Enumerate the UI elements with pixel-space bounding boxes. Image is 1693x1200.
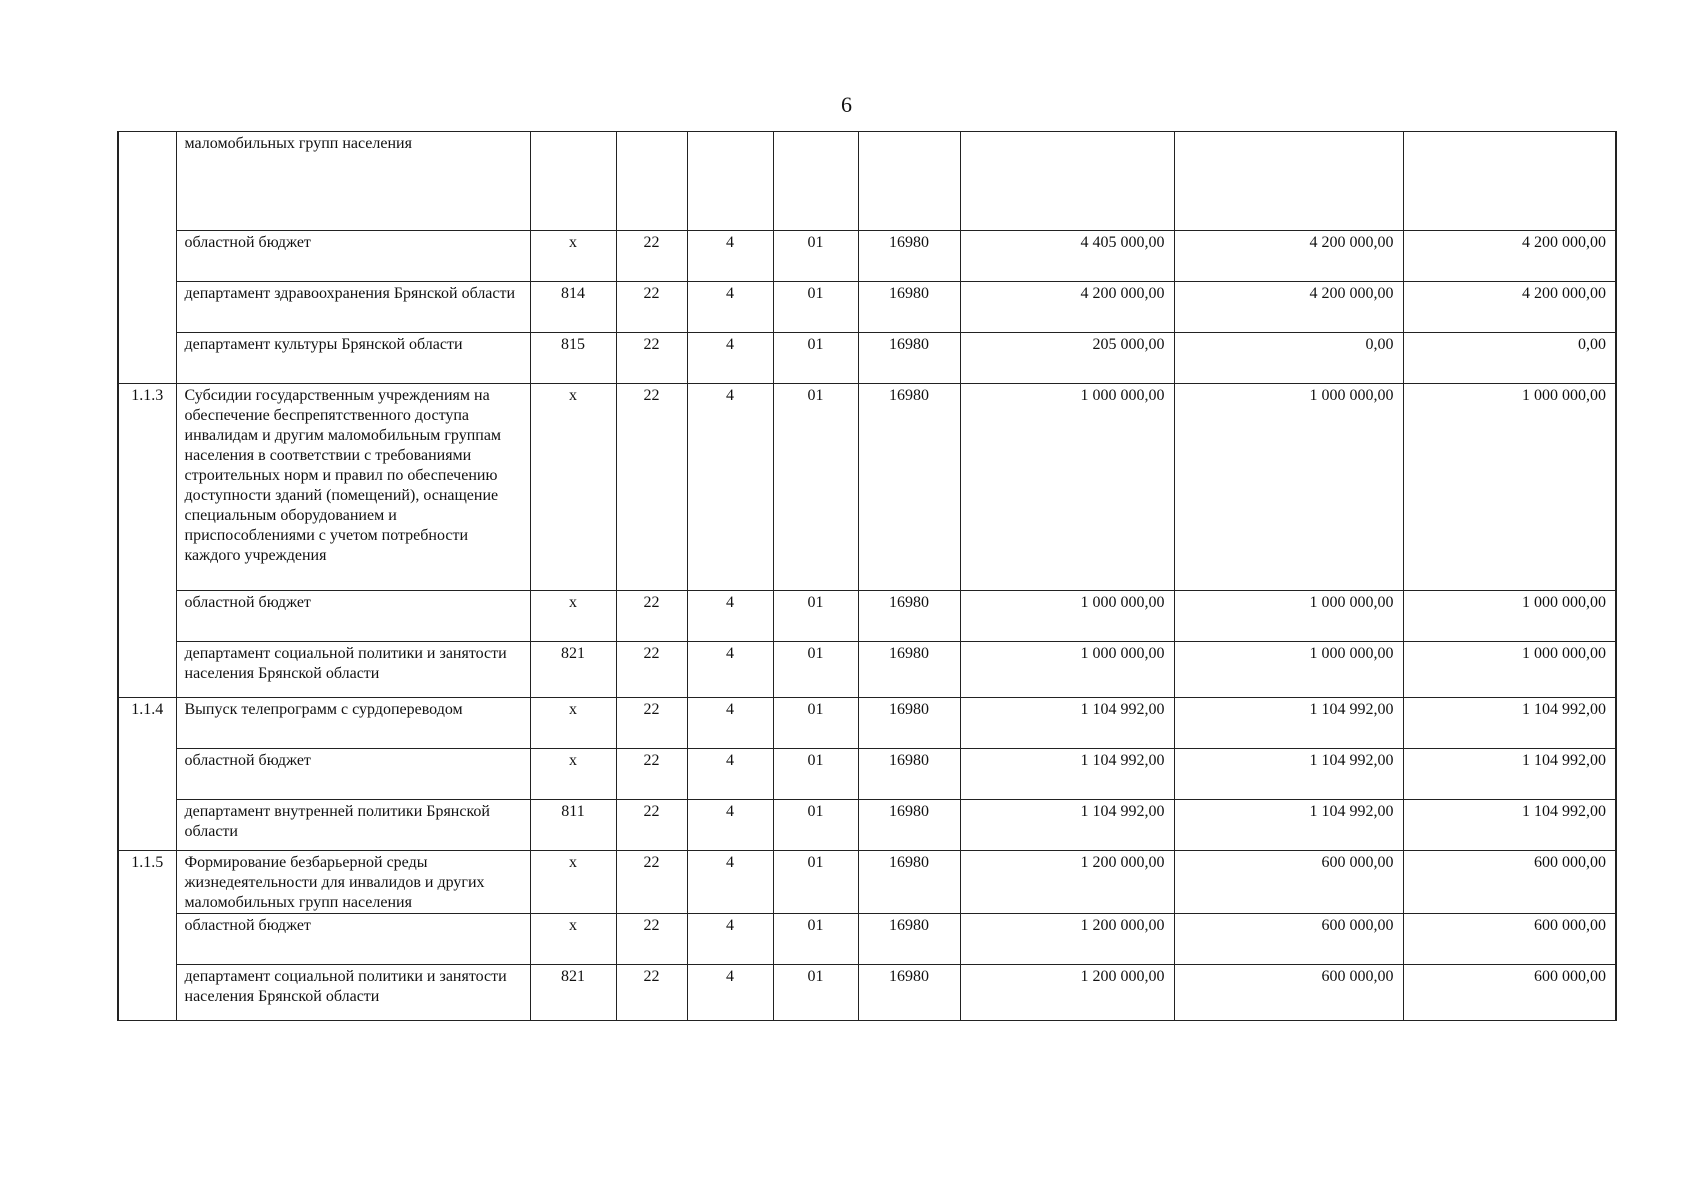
- row-description: департамент здравоохранения Брянской области: [176, 282, 530, 333]
- amount-year-3-cell: 600 000,00: [1403, 851, 1616, 914]
- table-row: [118, 965, 1616, 1021]
- amount-year-2-cell: 1 104 992,00: [1174, 800, 1403, 851]
- subprogram-code-cell: [687, 132, 773, 231]
- activity-code-cell: 01: [773, 231, 858, 282]
- direction-code-cell: 16980: [858, 851, 960, 914]
- direction-code-cell: 16980: [858, 333, 960, 384]
- amount-year-2-cell: 1 104 992,00: [1174, 749, 1403, 800]
- direction-code-cell: 16980: [858, 642, 960, 698]
- program-code-cell: 22: [616, 642, 687, 698]
- activity-code-cell: 01: [773, 851, 858, 914]
- item-number-cell: 1.1.5: [118, 851, 176, 1021]
- amount-year-2-cell: 1 000 000,00: [1174, 642, 1403, 698]
- subprogram-code-cell: 4: [687, 965, 773, 1021]
- amount-year-2-cell: 4 200 000,00: [1174, 282, 1403, 333]
- table-row: [118, 914, 1616, 965]
- direction-code-cell: 16980: [858, 749, 960, 800]
- admin-code-cell: x: [530, 231, 616, 282]
- direction-code-cell: 16980: [858, 384, 960, 591]
- amount-year-2-cell: 1 000 000,00: [1174, 384, 1403, 591]
- program-code-cell: 22: [616, 384, 687, 591]
- activity-code-cell: 01: [773, 642, 858, 698]
- program-code-cell: 22: [616, 749, 687, 800]
- activity-code-cell: 01: [773, 965, 858, 1021]
- subprogram-code-cell: 4: [687, 698, 773, 749]
- amount-year-1-cell: 1 200 000,00: [960, 914, 1174, 965]
- admin-code-cell: 815: [530, 333, 616, 384]
- direction-code-cell: 16980: [858, 231, 960, 282]
- direction-code-cell: 16980: [858, 282, 960, 333]
- subprogram-code-cell: 4: [687, 851, 773, 914]
- program-code-cell: 22: [616, 698, 687, 749]
- amount-year-2-cell: 1 104 992,00: [1174, 698, 1403, 749]
- amount-year-1-cell: 1 200 000,00: [960, 851, 1174, 914]
- admin-code-cell: x: [530, 698, 616, 749]
- amount-year-2-cell: 600 000,00: [1174, 914, 1403, 965]
- table-row: [118, 800, 1616, 851]
- admin-code-cell: 811: [530, 800, 616, 851]
- program-code-cell: 22: [616, 591, 687, 642]
- row-description: Выпуск телепрограмм с сурдопереводом: [176, 698, 530, 749]
- direction-code-cell: 16980: [858, 965, 960, 1021]
- admin-code-cell: [530, 132, 616, 231]
- amount-year-1-cell: 1 104 992,00: [960, 800, 1174, 851]
- subprogram-code-cell: 4: [687, 749, 773, 800]
- item-number-cell: 1.1.3: [118, 384, 176, 698]
- subprogram-code-cell: 4: [687, 384, 773, 591]
- subprogram-code-cell: 4: [687, 800, 773, 851]
- amount-year-3-cell: 1 104 992,00: [1403, 749, 1616, 800]
- amount-year-2-cell: 600 000,00: [1174, 965, 1403, 1021]
- amount-year-3-cell: 1 104 992,00: [1403, 698, 1616, 749]
- activity-code-cell: 01: [773, 914, 858, 965]
- amount-year-3-cell: 600 000,00: [1403, 965, 1616, 1021]
- amount-year-2-cell: 600 000,00: [1174, 851, 1403, 914]
- page-number: 6: [841, 92, 852, 117]
- amount-year-3-cell: 600 000,00: [1403, 914, 1616, 965]
- amount-year-1-cell: 205 000,00: [960, 333, 1174, 384]
- amount-year-1-cell: 1 104 992,00: [960, 749, 1174, 800]
- amount-year-1-cell: 4 200 000,00: [960, 282, 1174, 333]
- table-row: [118, 642, 1616, 698]
- row-description: маломобильных групп населения: [176, 132, 530, 231]
- amount-year-2-cell: 1 000 000,00: [1174, 591, 1403, 642]
- amount-year-1-cell: 1 000 000,00: [960, 384, 1174, 591]
- admin-code-cell: x: [530, 914, 616, 965]
- direction-code-cell: 16980: [858, 698, 960, 749]
- admin-code-cell: 821: [530, 642, 616, 698]
- direction-code-cell: [858, 132, 960, 231]
- program-code-cell: 22: [616, 231, 687, 282]
- activity-code-cell: 01: [773, 384, 858, 591]
- amount-year-1-cell: [960, 132, 1174, 231]
- row-description: Формирование безбарьерной среды жизнедеятельности для инвалидов и других маломобильных групп населения: [176, 851, 530, 914]
- table-row: [118, 591, 1616, 642]
- table-row: [118, 698, 1616, 749]
- subprogram-code-cell: 4: [687, 914, 773, 965]
- direction-code-cell: 16980: [858, 914, 960, 965]
- direction-code-cell: 16980: [858, 591, 960, 642]
- amount-year-3-cell: 0,00: [1403, 333, 1616, 384]
- amount-year-1-cell: 1 104 992,00: [960, 698, 1174, 749]
- program-code-cell: 22: [616, 800, 687, 851]
- program-code-cell: 22: [616, 851, 687, 914]
- amount-year-3-cell: 1 000 000,00: [1403, 384, 1616, 591]
- program-code-cell: [616, 132, 687, 231]
- program-code-cell: 22: [616, 282, 687, 333]
- row-description: областной бюджет: [176, 591, 530, 642]
- amount-year-2-cell: 0,00: [1174, 333, 1403, 384]
- activity-code-cell: [773, 132, 858, 231]
- table-row: [118, 851, 1616, 914]
- subprogram-code-cell: 4: [687, 591, 773, 642]
- table-row: [118, 749, 1616, 800]
- amount-year-1-cell: 1 000 000,00: [960, 591, 1174, 642]
- amount-year-2-cell: [1174, 132, 1403, 231]
- activity-code-cell: 01: [773, 800, 858, 851]
- amount-year-3-cell: 4 200 000,00: [1403, 231, 1616, 282]
- amount-year-1-cell: 1 000 000,00: [960, 642, 1174, 698]
- row-description: департамент социальной политики и занятости населения Брянской области: [176, 642, 530, 698]
- amount-year-3-cell: 1 104 992,00: [1403, 800, 1616, 851]
- subprogram-code-cell: 4: [687, 231, 773, 282]
- amount-year-1-cell: 1 200 000,00: [960, 965, 1174, 1021]
- admin-code-cell: x: [530, 749, 616, 800]
- amount-year-1-cell: 4 405 000,00: [960, 231, 1174, 282]
- row-description: областной бюджет: [176, 749, 530, 800]
- row-description: областной бюджет: [176, 231, 530, 282]
- amount-year-3-cell: 1 000 000,00: [1403, 591, 1616, 642]
- row-description: департамент внутренней политики Брянской области: [176, 800, 530, 851]
- program-code-cell: 22: [616, 914, 687, 965]
- amount-year-3-cell: [1403, 132, 1616, 231]
- table-body: [118, 132, 1616, 1021]
- budget-table: [117, 131, 1617, 1021]
- amount-year-2-cell: 4 200 000,00: [1174, 231, 1403, 282]
- amount-year-3-cell: 1 000 000,00: [1403, 642, 1616, 698]
- subprogram-code-cell: 4: [687, 282, 773, 333]
- program-code-cell: 22: [616, 965, 687, 1021]
- admin-code-cell: 821: [530, 965, 616, 1021]
- activity-code-cell: 01: [773, 749, 858, 800]
- row-description: департамент культуры Брянской области: [176, 333, 530, 384]
- admin-code-cell: x: [530, 591, 616, 642]
- activity-code-cell: 01: [773, 282, 858, 333]
- row-description: Субсидии государственным учреждениям на обеспечение беспрепятственного доступа инвалидам и другим маломобильным группам населения в соответствии с требованиями строительных норм и правил по обеспечению доступности зданий (помещений), оснащение специальным оборудованием и приспособлениями с учетом потребности каждого учреждения: [176, 384, 530, 591]
- table-row: [118, 132, 1616, 231]
- table-row: [118, 384, 1616, 591]
- item-number-cell: [118, 132, 176, 384]
- direction-code-cell: 16980: [858, 800, 960, 851]
- table-row: [118, 333, 1616, 384]
- activity-code-cell: 01: [773, 333, 858, 384]
- amount-year-3-cell: 4 200 000,00: [1403, 282, 1616, 333]
- admin-code-cell: 814: [530, 282, 616, 333]
- subprogram-code-cell: 4: [687, 333, 773, 384]
- item-number-cell: 1.1.4: [118, 698, 176, 851]
- activity-code-cell: 01: [773, 698, 858, 749]
- admin-code-cell: x: [530, 384, 616, 591]
- activity-code-cell: 01: [773, 591, 858, 642]
- admin-code-cell: x: [530, 851, 616, 914]
- row-description: департамент социальной политики и занятости населения Брянской области: [176, 965, 530, 1021]
- row-description: областной бюджет: [176, 914, 530, 965]
- program-code-cell: 22: [616, 333, 687, 384]
- table-row: [118, 231, 1616, 282]
- table-row: [118, 282, 1616, 333]
- subprogram-code-cell: 4: [687, 642, 773, 698]
